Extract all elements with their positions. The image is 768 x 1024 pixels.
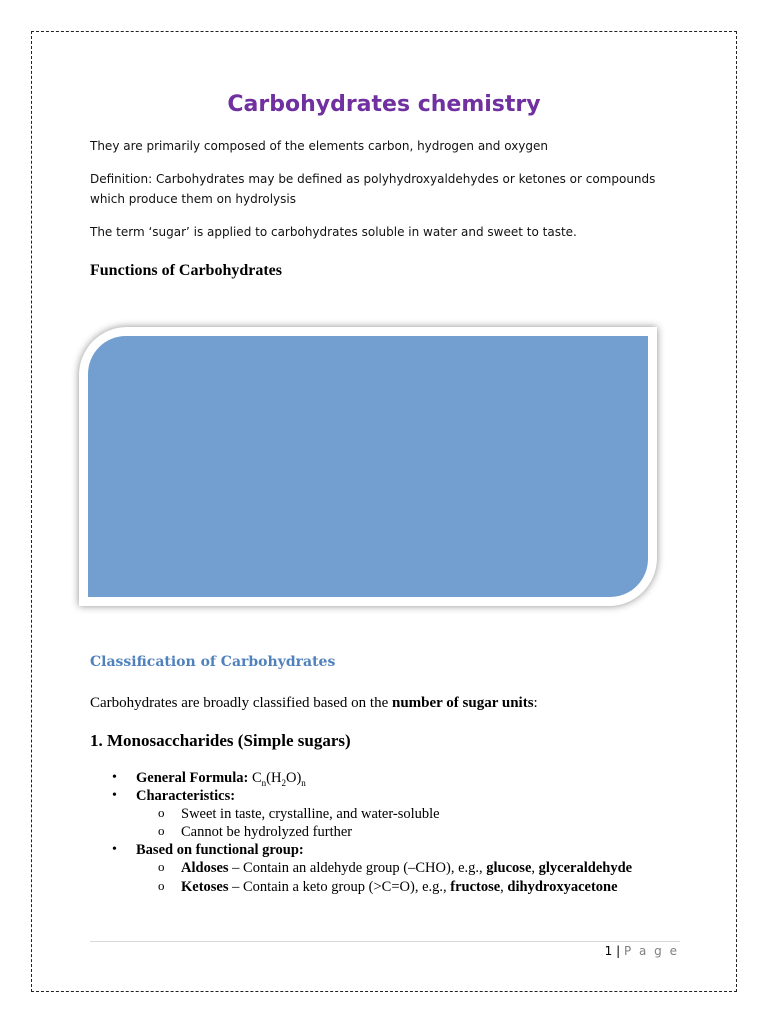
bullet-marker: • (112, 788, 117, 803)
sugar-paragraph: The term ‘sugar’ is applied to carbohydrates soluble in water and sweet to taste. (90, 225, 577, 239)
definition-paragraph: Definition: Carbohydrates may be defined as polyhydroxyaldehydes or ketones or compounds which produce them on hydrolysis (90, 172, 656, 206)
ketoses-label: Ketoses (181, 879, 229, 895)
functions-diagram-shape (88, 336, 648, 597)
intro-paragraph: They are primarily composed of the elements carbon, hydrogen and oxygen (90, 139, 548, 153)
bullet-marker: • (112, 842, 117, 857)
aldoses-text: – Contain an aldehyde group (–CHO), e.g., (228, 860, 487, 876)
functions-heading: Functions of Carbohydrates (90, 262, 283, 279)
sub-bullet-marker: o (158, 878, 165, 893)
sub-bullet-marker: o (158, 805, 165, 820)
characteristics-item (136, 787, 235, 805)
functional-group-label: Based on functional group: (136, 842, 304, 858)
page-label: P a g e (623, 944, 679, 958)
functional-group-item (136, 841, 304, 859)
formula-c: C (251, 770, 262, 786)
aldoses-label: Aldoses (181, 860, 229, 876)
page-number: 1 (604, 944, 613, 958)
bullet-marker: • (112, 770, 117, 785)
glyceraldehyde-term: glyceraldehyde (538, 860, 633, 876)
classification-colon: : (533, 695, 538, 711)
ketoses-text: – Contain a keto group (>C=O), e.g., (228, 879, 451, 895)
classification-heading: Classification of Carbohydrates (90, 654, 336, 670)
aldoses-item (181, 859, 632, 877)
formula-n1: n (261, 777, 267, 788)
classification-text: Carbohydrates are broadly classified based on the (90, 695, 392, 711)
ketoses-comma: , (500, 879, 508, 895)
footer-divider (90, 941, 680, 942)
formula-h: (H (266, 770, 282, 786)
formula-n2: n (301, 777, 306, 788)
formula-2: 2 (281, 777, 286, 788)
aldoses-comma: , (531, 860, 539, 876)
formula-o: O) (285, 770, 302, 786)
classification-paragraph (90, 695, 538, 712)
ketoses-item (181, 878, 618, 896)
page-separator: | (612, 944, 624, 958)
classification-bold: number of sugar units (391, 695, 534, 711)
page-footer (605, 944, 679, 958)
functions-diagram-frame (79, 327, 657, 606)
fructose-term: fructose (450, 879, 501, 895)
monosaccharides-heading: 1. Monosaccharides (Simple sugars) (90, 731, 351, 750)
dihydroxyacetone-term: dihydroxyacetone (507, 879, 618, 895)
sub-bullet-marker: o (158, 823, 165, 838)
characteristics-label: Characteristics: (136, 788, 236, 804)
characteristic-sweet: Sweet in taste, crystalline, and water-soluble (181, 806, 440, 822)
sub-bullet-marker: o (158, 859, 165, 874)
general-formula-label: General Formula: (136, 770, 249, 786)
characteristic-hydrolyzed: Cannot be hydrolyzed further (181, 824, 353, 840)
document-title: Carbohydrates chemistry (227, 92, 541, 117)
glucose-term: glucose (486, 860, 532, 876)
